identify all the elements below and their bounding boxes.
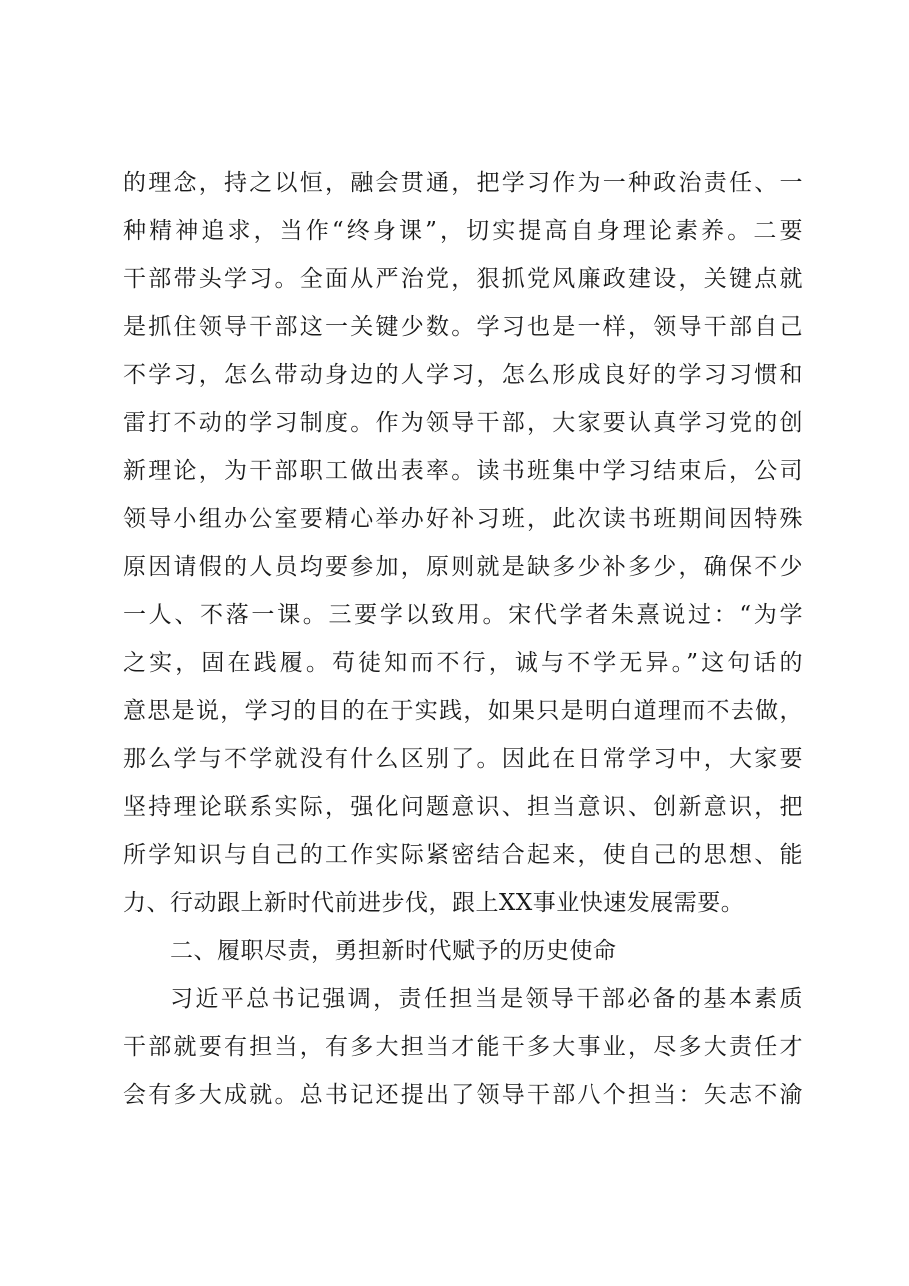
paragraph-line: 力、行动跟上新时代前进步伐，跟上XX事业快速发展需要。 (123, 890, 745, 916)
paragraph-line: 种精神追求，当作“终身课”，切实提高自身理论素养。二要 (123, 218, 803, 244)
paragraph-line: 是抓住领导干部这一关键少数。学习也是一样，领导干部自己 (123, 314, 803, 340)
paragraph-line: 习近平总书记强调，责任担当是领导干部必备的基本素质 (170, 986, 803, 1012)
paragraph-line: 雷打不动的学习制度。作为领导干部，大家要认真学习党的创 (123, 410, 803, 436)
paragraph-line: 会有多大成就。总书记还提出了领导干部八个担当：矢志不渝 (123, 1082, 803, 1108)
paragraph-line: 坚持理论联系实际，强化问题意识、担当意识、创新意识，把 (123, 794, 803, 820)
paragraph-line: 的理念，持之以恒，融会贯通，把学习作为一种政治责任、一 (123, 170, 803, 196)
paragraph-line: 干部带头学习。全面从严治党，狠抓党风廉政建设，关键点就 (123, 266, 803, 292)
paragraph-line: 意思是说，学习的目的在于实践，如果只是明白道理而不去做， (123, 698, 803, 724)
section-heading: 二、履职尽责，勇担新时代赋予的历史使命 (170, 938, 617, 964)
paragraph-line: 干部就要有担当，有多大担当才能干多大事业，尽多大责任才 (123, 1034, 803, 1060)
paragraph-line: 所学知识与自己的工作实际紧密结合起来，使自己的思想、能 (123, 842, 803, 868)
paragraph-line: 不学习，怎么带动身边的人学习，怎么形成良好的学习习惯和 (123, 362, 803, 388)
paragraph-line: 一人、不落一课。三要学以致用。宋代学者朱熹说过：“为学 (123, 602, 803, 628)
paragraph-line: 新理论，为干部职工做出表率。读书班集中学习结束后，公司 (123, 458, 803, 484)
paragraph-line: 之实，固在践履。苟徒知而不行，诚与不学无异。”这句话的 (123, 650, 803, 676)
paragraph-line: 原因请假的人员均要参加，原则就是缺多少补多少，确保不少 (123, 554, 803, 580)
paragraph-line: 领导小组办公室要精心举办好补习班，此次读书班期间因特殊 (123, 506, 803, 532)
paragraph-line: 那么学与不学就没有什么区别了。因此在日常学习中，大家要 (123, 746, 803, 772)
